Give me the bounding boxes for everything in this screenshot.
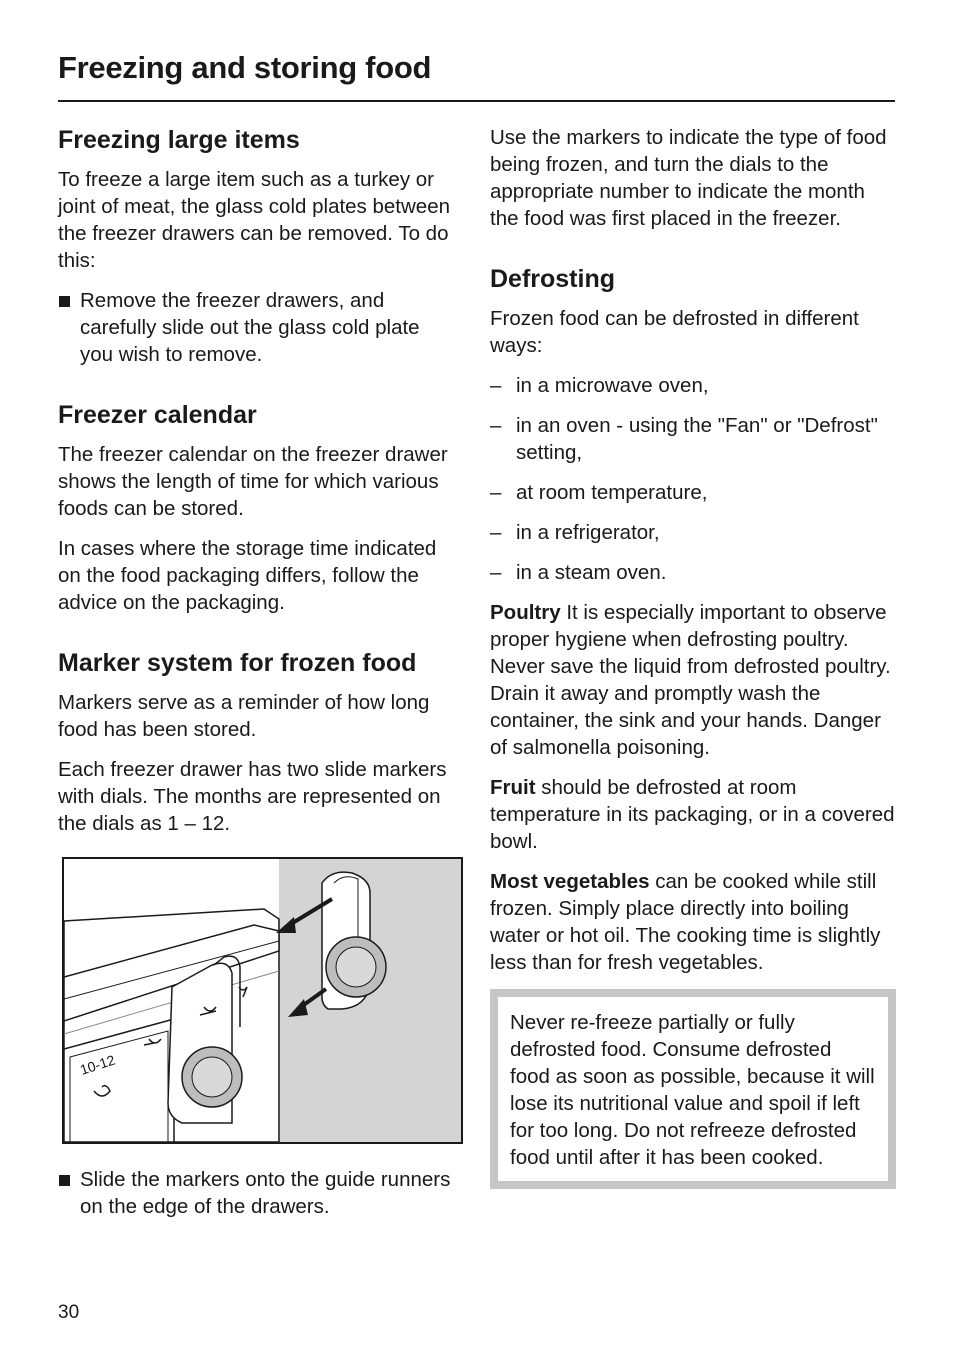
square-bullet-icon bbox=[58, 1166, 80, 1220]
paragraph: The freezer calendar on the freezer drawer shows the length of time for which various foods can be stored. bbox=[58, 443, 448, 520]
fruit-paragraph bbox=[490, 774, 896, 855]
section-freezer-calendar bbox=[58, 399, 458, 616]
list-item-text: in a refrigerator, bbox=[516, 521, 660, 544]
marker-illustration bbox=[62, 857, 463, 1144]
notice-box bbox=[490, 989, 896, 1189]
fruit-text: should be defrosted at room temperature in its packaging, or in a covered bowl. bbox=[490, 776, 895, 853]
paragraph: Frozen food can be defrosted in different ways: bbox=[490, 307, 859, 357]
dash-bullet-icon: – bbox=[490, 561, 502, 584]
heading-defrosting: Defrosting bbox=[490, 265, 615, 293]
list-item bbox=[490, 479, 896, 506]
vegetables-text: can be cooked while still frozen. Simply place directly into boiling water or hot oil. The cooking time is slightly less than for fresh vegetables. bbox=[490, 870, 881, 974]
list-item-text: in a microwave oven, bbox=[516, 374, 709, 397]
poultry-label: Poultry bbox=[490, 601, 561, 624]
left-column bbox=[58, 124, 458, 1233]
list-item-text: at room temperature, bbox=[516, 481, 708, 504]
paragraph: To freeze a large item such as a turkey or joint of meat, the glass cold plates between the freezer drawers can be removed. To do this: bbox=[58, 168, 451, 272]
paragraph: Each freezer drawer has two slide markers with dials. The months are represented on the dials as 1 – 12. bbox=[58, 758, 447, 835]
list-item bbox=[490, 372, 896, 399]
square-bullet-icon bbox=[58, 287, 80, 368]
paragraph: Use the markers to indicate the type of food being frozen, and turn the dials to the appropriate number to indicate the month the food was first placed in the freezer. bbox=[490, 126, 887, 230]
dash-bullet-icon: – bbox=[490, 414, 502, 437]
page-number: 30 bbox=[58, 1302, 80, 1323]
list-item-text: in a steam oven. bbox=[516, 561, 667, 584]
bullet-text: Slide the markers onto the guide runners on the edge of the drawers. bbox=[80, 1168, 451, 1218]
list-item bbox=[490, 412, 896, 466]
vegetables-paragraph bbox=[490, 868, 896, 976]
poultry-text: It is especially important to observe proper hygiene when defrosting poultry. Never save the liquid from defrosted poultry. Drain it away and promptly wash the container, the sink and your hands. Danger of salmonella poisoning. bbox=[490, 601, 891, 759]
heading-freezing-large-items: Freezing large items bbox=[58, 126, 300, 154]
list-item bbox=[490, 559, 896, 586]
freezer-drawer-marker-drawing bbox=[64, 859, 461, 1142]
heading-marker-system: Marker system for frozen food bbox=[58, 649, 417, 677]
notice-text: Never re-freeze partially or fully defrosted food. Consume defrosted food as soon as possible, because it will lose its nutritional value and spoil if left for too long. Do not refreeze defrosted food until after it has been cooked. bbox=[510, 1011, 875, 1169]
right-column bbox=[490, 124, 896, 1189]
bullet-item bbox=[58, 1166, 458, 1220]
page-title: Freezing and storing food bbox=[58, 50, 432, 85]
dash-bullet-icon: – bbox=[490, 521, 502, 544]
heading-freezer-calendar: Freezer calendar bbox=[58, 401, 257, 429]
poultry-paragraph bbox=[490, 599, 896, 761]
paragraph: Markers serve as a reminder of how long food has been stored. bbox=[58, 691, 430, 741]
dash-bullet-icon: – bbox=[490, 374, 502, 397]
section-freezing-large-items bbox=[58, 124, 458, 368]
vegetables-label: Most vegetables bbox=[490, 870, 650, 893]
bullet-text: Remove the freezer drawers, and carefully slide out the glass cold plate you wish to remove. bbox=[80, 289, 420, 366]
title-divider bbox=[58, 100, 895, 102]
section-defrosting bbox=[490, 263, 896, 976]
figure-label: 10-12 bbox=[77, 1051, 117, 1078]
list-item-text: in an oven - using the "Fan" or "Defrost" setting, bbox=[516, 414, 878, 464]
fruit-label: Fruit bbox=[490, 776, 536, 799]
section-marker-system bbox=[58, 647, 458, 1220]
list-item bbox=[490, 519, 896, 546]
dash-bullet-icon: – bbox=[490, 481, 502, 504]
paragraph: In cases where the storage time indicated on the food packaging differs, follow the advice on the packaging. bbox=[58, 537, 437, 614]
bullet-item bbox=[58, 287, 458, 368]
